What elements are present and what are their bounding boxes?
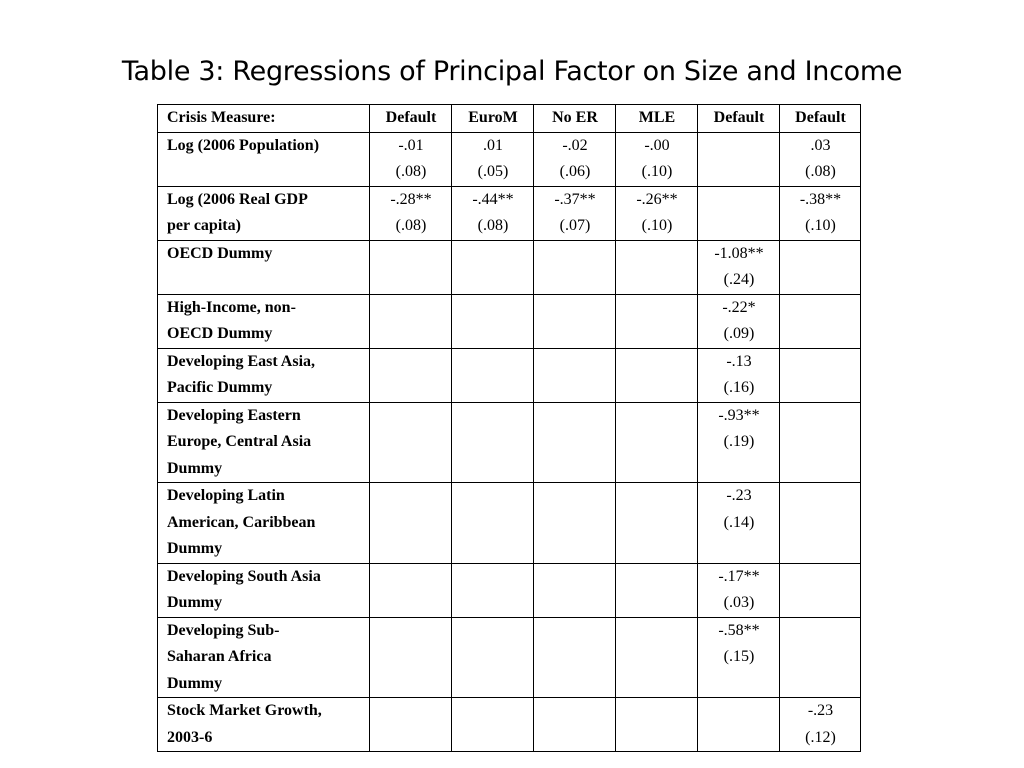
row-label: High-Income, non- OECD Dummy [158, 294, 370, 348]
table-row [158, 698, 861, 752]
row-label: Log (2006 Real GDP per capita) [158, 186, 370, 240]
coefficient-cell: -.17** (.03) [698, 563, 780, 617]
coefficient-cell [534, 617, 616, 698]
coefficient-cell [452, 240, 534, 294]
coefficient-cell [370, 563, 452, 617]
table-row [158, 294, 861, 348]
row-label: Log (2006 Population) [158, 132, 370, 186]
row-label: Developing East Asia, Pacific Dummy [158, 348, 370, 402]
coefficient-cell: -.26** (.10) [616, 186, 698, 240]
coefficient-cell [780, 402, 861, 483]
slide-title: Table 3: Regressions of Principal Factor on Size and Income [121, 56, 903, 87]
coefficient-cell: -.23 (.14) [698, 483, 780, 564]
coefficient-cell [616, 483, 698, 564]
coefficient-cell [780, 483, 861, 564]
header-row [158, 105, 861, 133]
coefficient-cell [534, 240, 616, 294]
row-label: OECD Dummy [158, 240, 370, 294]
coefficient-cell [616, 348, 698, 402]
coefficient-cell: -.22* (.09) [698, 294, 780, 348]
header-cell-eurom: EuroM [452, 105, 534, 133]
table-row [158, 402, 861, 483]
coefficient-cell: -.58** (.15) [698, 617, 780, 698]
coefficient-cell [452, 348, 534, 402]
coefficient-cell: -.93** (.19) [698, 402, 780, 483]
coefficient-cell [370, 294, 452, 348]
row-label: Developing South Asia Dummy [158, 563, 370, 617]
table-row [158, 240, 861, 294]
row-label: Developing Sub- Saharan Africa Dummy [158, 617, 370, 698]
table-row [158, 483, 861, 564]
coefficient-cell: .01 (.05) [452, 132, 534, 186]
coefficient-cell [698, 698, 780, 752]
table-row [158, 617, 861, 698]
header-cell-default-3: Default [780, 105, 861, 133]
coefficient-cell: -.13 (.16) [698, 348, 780, 402]
coefficient-cell: -.37** (.07) [534, 186, 616, 240]
header-cell-default-2: Default [698, 105, 780, 133]
coefficient-cell: -.02 (.06) [534, 132, 616, 186]
header-cell-crisis-measure: Crisis Measure: [158, 105, 370, 133]
coefficient-cell [452, 698, 534, 752]
table-row [158, 348, 861, 402]
coefficient-cell [534, 563, 616, 617]
coefficient-cell [452, 617, 534, 698]
coefficient-cell [616, 563, 698, 617]
coefficient-cell [534, 294, 616, 348]
coefficient-cell [534, 698, 616, 752]
coefficient-cell: .03 (.08) [780, 132, 861, 186]
coefficient-cell [370, 698, 452, 752]
row-label: Developing Latin American, Caribbean Dummy [158, 483, 370, 564]
coefficient-cell [452, 483, 534, 564]
coefficient-cell [698, 132, 780, 186]
table-row [158, 563, 861, 617]
coefficient-cell [780, 563, 861, 617]
coefficient-cell: -1.08** (.24) [698, 240, 780, 294]
row-label: Stock Market Growth, 2003-6 [158, 698, 370, 752]
coefficient-cell [370, 240, 452, 294]
coefficient-cell [780, 240, 861, 294]
coefficient-cell: -.23 (.12) [780, 698, 861, 752]
coefficient-cell [780, 294, 861, 348]
coefficient-cell [534, 402, 616, 483]
coefficient-cell [616, 294, 698, 348]
coefficient-cell [616, 402, 698, 483]
row-label: Developing Eastern Europe, Central Asia Dummy [158, 402, 370, 483]
coefficient-cell [780, 617, 861, 698]
table-row [158, 132, 861, 186]
coefficient-cell [370, 348, 452, 402]
coefficient-cell [370, 483, 452, 564]
coefficient-cell [534, 483, 616, 564]
coefficient-cell [616, 617, 698, 698]
header-cell-default-1: Default [370, 105, 452, 133]
coefficient-cell [370, 402, 452, 483]
coefficient-cell [780, 348, 861, 402]
table-row [158, 186, 861, 240]
coefficient-cell [452, 563, 534, 617]
regression-table [157, 104, 861, 752]
coefficient-cell [534, 348, 616, 402]
header-cell-no-er: No ER [534, 105, 616, 133]
coefficient-cell: -.38** (.10) [780, 186, 861, 240]
coefficient-cell [452, 402, 534, 483]
coefficient-cell [698, 186, 780, 240]
coefficient-cell: -.01 (.08) [370, 132, 452, 186]
coefficient-cell [452, 294, 534, 348]
coefficient-cell: -.00 (.10) [616, 132, 698, 186]
coefficient-cell [370, 617, 452, 698]
header-cell-mle: MLE [616, 105, 698, 133]
coefficient-cell: -.28** (.08) [370, 186, 452, 240]
coefficient-cell [616, 240, 698, 294]
coefficient-cell [616, 698, 698, 752]
coefficient-cell: -.44** (.08) [452, 186, 534, 240]
